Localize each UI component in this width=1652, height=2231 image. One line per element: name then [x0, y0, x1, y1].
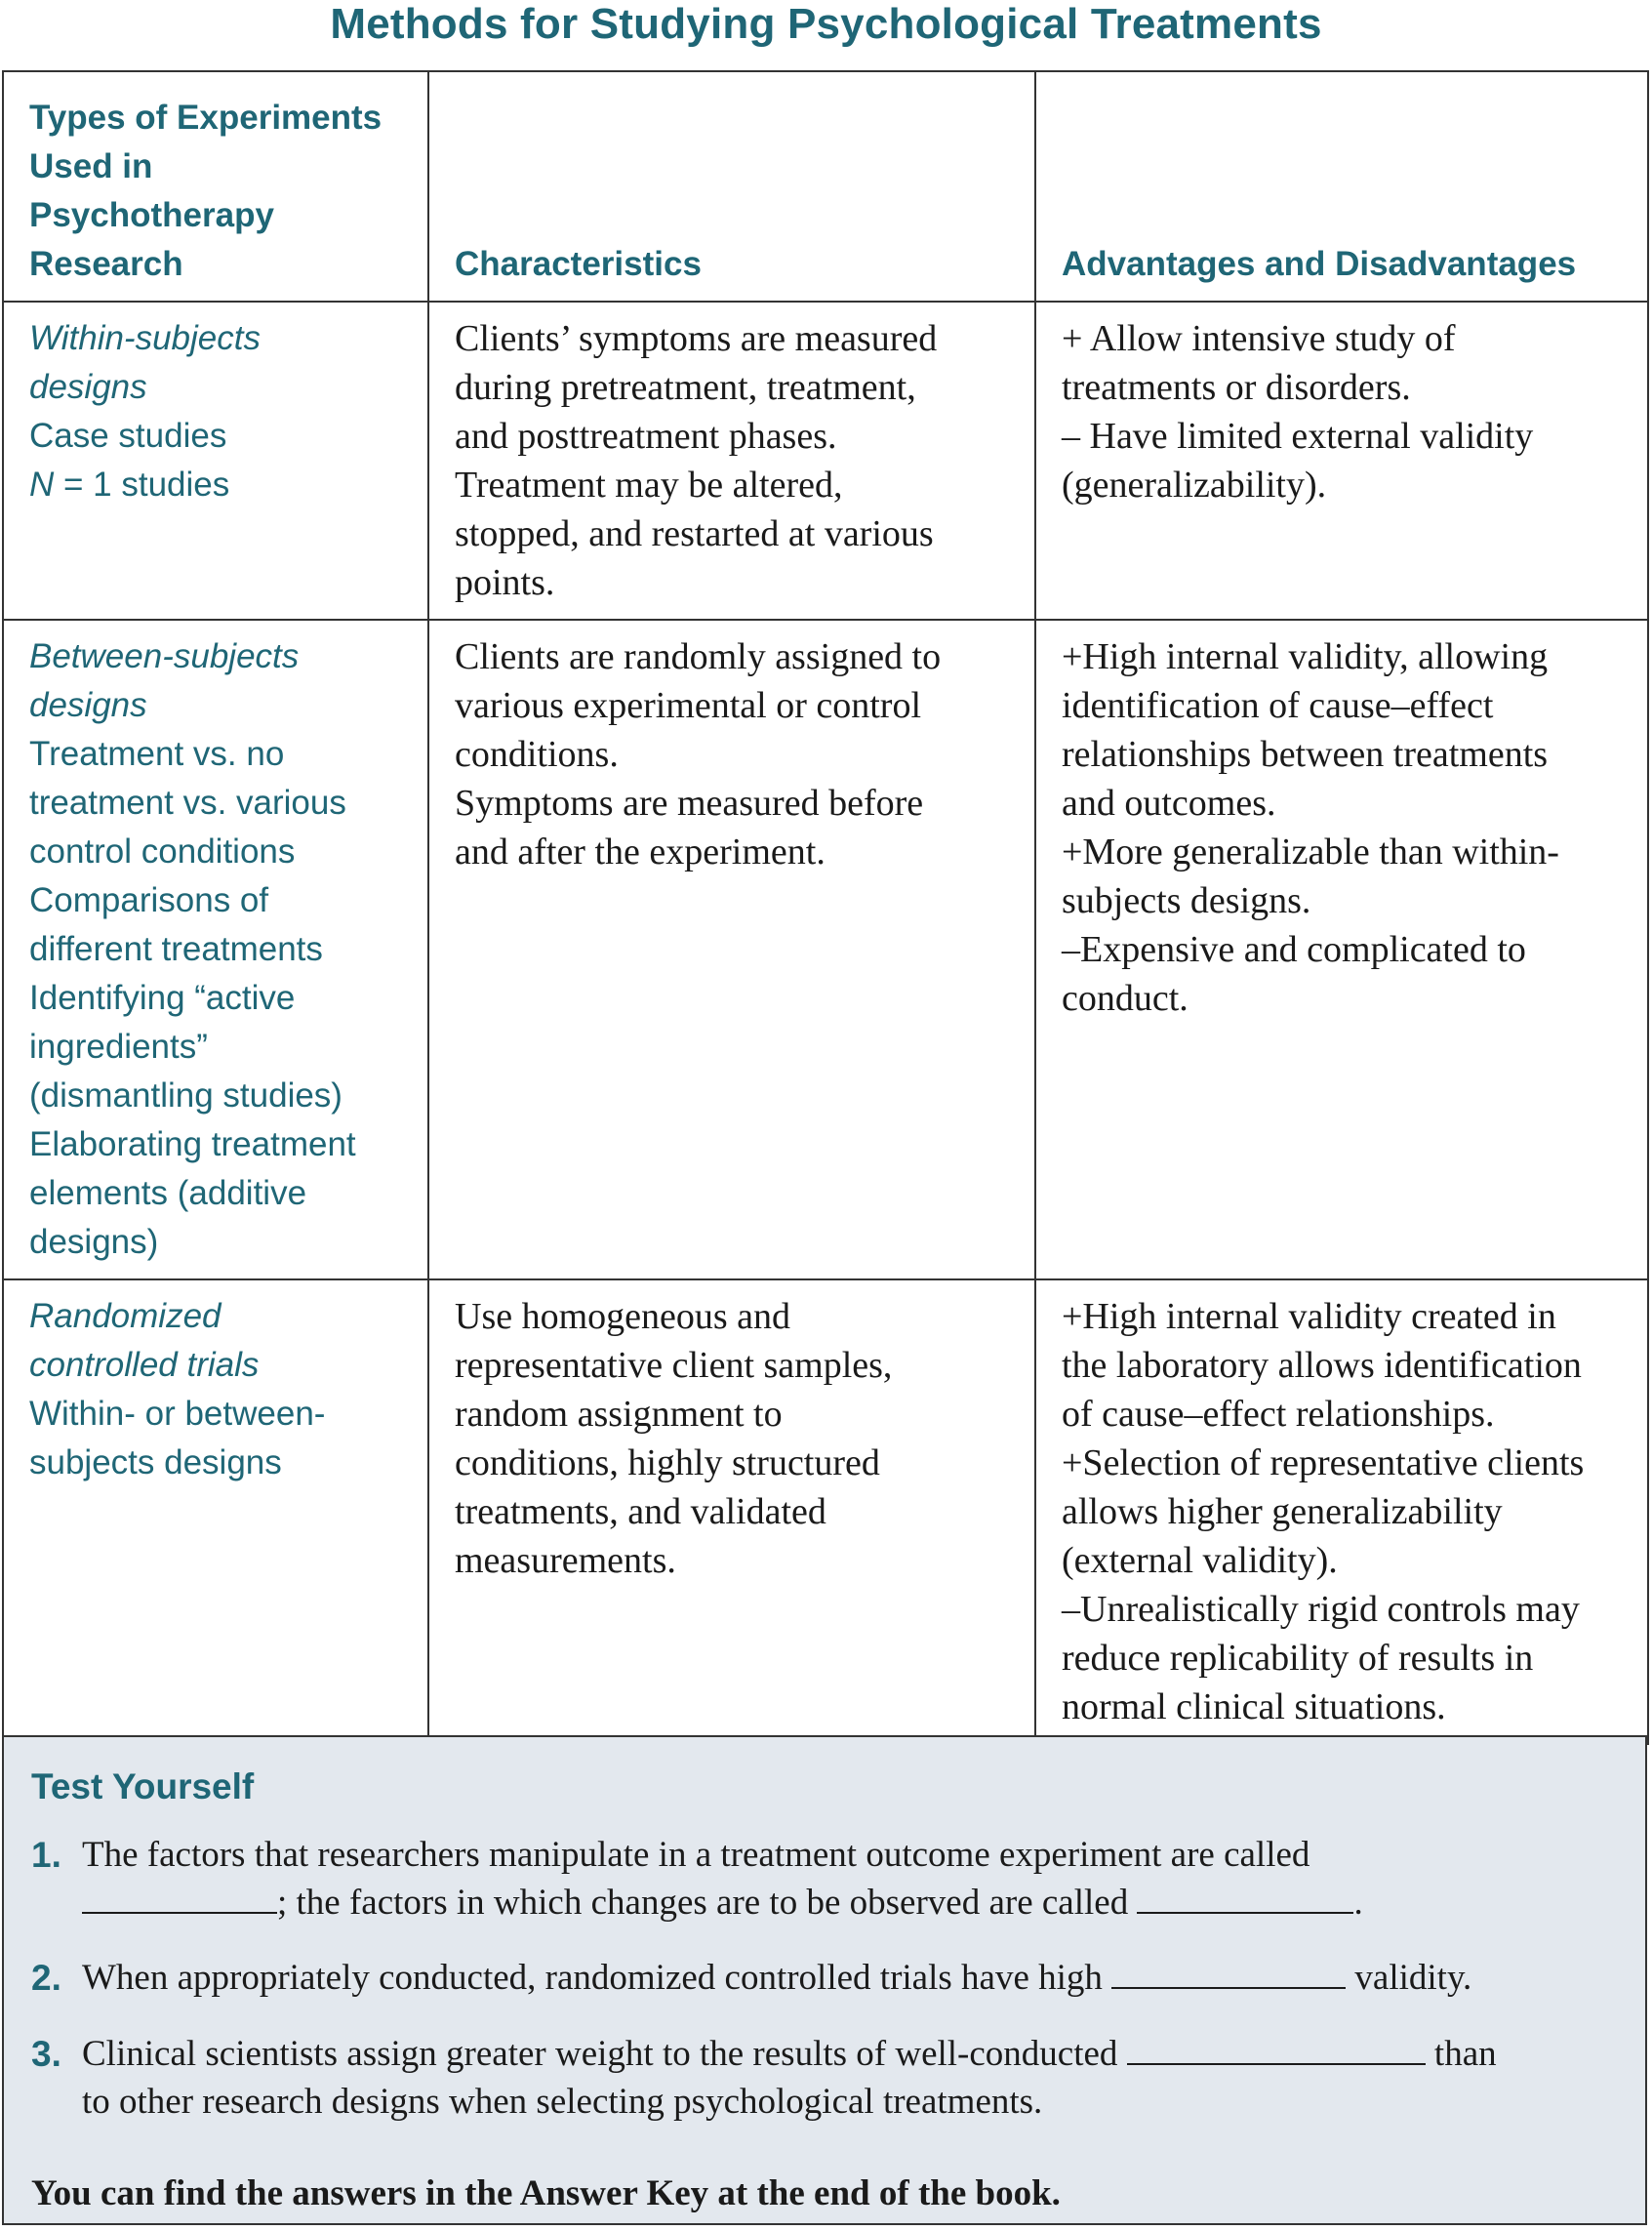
type-italic-line: Within-subjects [29, 319, 261, 357]
text-line: Clients are randomly assigned to [455, 636, 942, 677]
answer-blank[interactable] [1111, 1958, 1346, 1989]
header-types-line: Used in [29, 147, 153, 185]
question-3 [31, 2030, 1624, 2126]
cell-characteristics [428, 1279, 1035, 1744]
text-line: (external validity). [1062, 1540, 1338, 1581]
text-line: points. [455, 562, 555, 603]
question-text: When appropriately conducted, randomized controlled trials have high [82, 1958, 1103, 1998]
question-text: . [1353, 1883, 1363, 1923]
cell-characteristics [428, 620, 1035, 1279]
question-text: Clinical scientists assign greater weight to the results of well-conducted [82, 2034, 1118, 2074]
text-line: measurements. [455, 1540, 676, 1581]
type-italic-line: Between-subjects [29, 637, 300, 675]
text-line: conditions. [455, 734, 619, 775]
type-line: Comparisons of [29, 881, 269, 919]
question-2 [31, 1954, 1624, 2002]
text-line: –Expensive and complicated to [1062, 929, 1526, 970]
text-line: Clients’ symptoms are measured [455, 318, 938, 359]
table-header-row [3, 71, 1648, 302]
header-advantages: Advantages and Disadvantages [1035, 71, 1648, 302]
text-line: of cause–effect relationships. [1062, 1394, 1495, 1435]
text-line: conduct. [1062, 978, 1189, 1019]
question-text: to other research designs when selecting psychological treatments. [82, 2082, 1043, 2122]
text-line: various experimental or control [455, 685, 922, 726]
text-line: and posttreatment phases. [455, 416, 837, 457]
methods-table [2, 70, 1649, 1745]
text-line: normal clinical situations. [1062, 1686, 1446, 1727]
test-yourself-box [2, 1735, 1647, 2225]
text-line: +High internal validity, allowing [1062, 636, 1549, 677]
cell-type [3, 1279, 428, 1744]
answer-blank[interactable] [82, 1883, 277, 1914]
question-text: validity. [1354, 1958, 1472, 1998]
text-line: Use homogeneous and [455, 1296, 791, 1337]
type-line [29, 461, 404, 509]
text-line: random assignment to [455, 1394, 783, 1435]
text-line: treatments, and validated [455, 1491, 826, 1532]
header-characteristics: Characteristics [428, 71, 1035, 302]
answer-blank[interactable] [1137, 1883, 1353, 1914]
question-number: 1. [31, 1835, 61, 1875]
type-line: designs) [29, 1223, 159, 1261]
text-line: and outcomes. [1062, 783, 1276, 824]
text-line: subjects designs. [1062, 880, 1311, 921]
answer-key-note: You can find the answers in the Answer Key at the end of the book. [31, 2173, 1061, 2213]
type-line: elements (additive [29, 1174, 307, 1212]
type-line: Elaborating treatment [29, 1125, 356, 1163]
header-types-line: Types of Experiments [29, 99, 383, 137]
answer-blank[interactable] [1127, 2034, 1426, 2065]
question-number: 3. [31, 2034, 61, 2074]
text-line: +High internal validity created in [1062, 1296, 1556, 1337]
type-line: treatment vs. various [29, 784, 346, 822]
text-line: the laboratory allows identification [1062, 1345, 1582, 1386]
type-line: Treatment vs. no [29, 735, 285, 773]
header-types-line: Psychotherapy [29, 196, 274, 234]
text-line: –Unrealistically rigid controls may [1062, 1589, 1580, 1630]
text-line: conditions, highly structured [455, 1442, 880, 1483]
table-row [3, 1279, 1648, 1744]
header-types [3, 71, 428, 302]
question-text: ; the factors in which changes are to be observed are called [277, 1883, 1129, 1923]
cell-type [3, 302, 428, 620]
text-line: +Selection of representative clients [1062, 1442, 1585, 1483]
type-n: N [29, 466, 55, 504]
text-line: during pretreatment, treatment, [455, 367, 916, 408]
text-line: + Allow intensive study of [1062, 318, 1456, 359]
cell-advantages [1035, 620, 1648, 1279]
text-line: stopped, and restarted at various [455, 513, 934, 554]
cell-type [3, 620, 428, 1279]
page-title: Methods for Studying Psychological Treatments [330, 0, 1322, 48]
type-italic-line: Randomized [29, 1297, 222, 1335]
question-text: The factors that researchers manipulate in a treatment outcome experiment are called [82, 1835, 1310, 1875]
type-line: control conditions [29, 832, 296, 871]
type-line: subjects designs [29, 1443, 282, 1481]
test-yourself-title: Test Yourself [31, 1766, 255, 1806]
text-line: Treatment may be altered, [455, 465, 843, 506]
type-line: different treatments [29, 930, 323, 968]
text-line: representative client samples, [455, 1345, 893, 1386]
table-row [3, 620, 1648, 1279]
text-line: +More generalizable than within- [1062, 832, 1559, 872]
text-line: reduce replicability of results in [1062, 1638, 1534, 1679]
type-line: (dismantling studies) [29, 1076, 342, 1115]
type-italic-line: designs [29, 686, 147, 724]
question-number: 2. [31, 1958, 61, 1998]
header-types-line: Research [29, 245, 183, 283]
table-row [3, 302, 1648, 620]
text-line: Symptoms are measured before [455, 783, 924, 824]
type-line: Case studies [29, 417, 227, 455]
cell-advantages [1035, 302, 1648, 620]
text-line: identification of cause–effect [1062, 685, 1494, 726]
text-line: allows higher generalizability [1062, 1491, 1503, 1532]
type-line: Within- or between- [29, 1395, 326, 1433]
type-line: ingredients” [29, 1028, 208, 1066]
type-line: Identifying “active [29, 979, 296, 1017]
text-line: – Have limited external validity [1062, 416, 1534, 457]
question-1 [31, 1831, 1624, 1927]
text-line: relationships between treatments [1062, 734, 1549, 775]
cell-characteristics [428, 302, 1035, 620]
text-line: treatments or disorders. [1062, 367, 1411, 408]
type-italic-line: controlled trials [29, 1346, 260, 1384]
text-line: (generalizability). [1062, 465, 1327, 506]
cell-advantages [1035, 1279, 1648, 1744]
question-text: than [1433, 2034, 1497, 2074]
type-italic-line: designs [29, 368, 147, 406]
type-n-rest: = 1 studies [54, 466, 230, 504]
text-line: and after the experiment. [455, 832, 826, 872]
